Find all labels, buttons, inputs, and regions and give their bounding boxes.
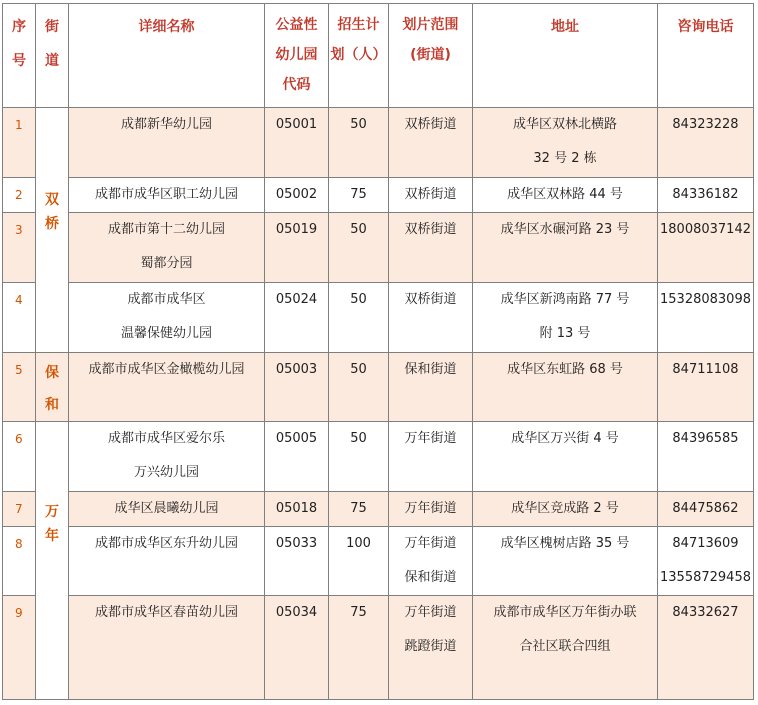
row-phone: 84323228 <box>658 108 754 178</box>
table-row <box>3 213 754 283</box>
row-phone: 84332627 <box>658 596 754 700</box>
row-range: 双桥街道 <box>389 178 473 213</box>
row-plan: 50 <box>329 422 389 492</box>
row-address: 成华区槐树店路 35 号 <box>473 527 658 596</box>
row-phone: 84396585 <box>658 422 754 492</box>
row-name: 成都市成华区 温馨保健幼儿园 <box>69 283 265 353</box>
header-code: 公益性 幼儿园 代码 <box>265 4 329 108</box>
header-name: 详细名称 <box>69 4 265 108</box>
row-name: 成都市第十二幼儿园 蜀都分园 <box>69 213 265 283</box>
row-range: 双桥街道 <box>389 108 473 178</box>
row-name: 成都市成华区春苗幼儿园 <box>69 596 265 700</box>
row-code: 05003 <box>265 353 329 422</box>
row-name: 成都市成华区职工幼儿园 <box>69 178 265 213</box>
row-name: 成都新华幼儿园 <box>69 108 265 178</box>
row-plan: 75 <box>329 596 389 700</box>
row-address: 成华区水碾河路 23 号 <box>473 213 658 283</box>
row-range: 双桥街道 <box>389 283 473 353</box>
row-range: 万年街道 <box>389 492 473 527</box>
row-address: 成华区双林路 44 号 <box>473 178 658 213</box>
row-seq: 1 <box>3 108 36 178</box>
table-row <box>3 178 754 213</box>
street-cell-wannian: 万 年 <box>36 422 69 700</box>
row-plan: 50 <box>329 213 389 283</box>
row-plan: 50 <box>329 108 389 178</box>
table-row <box>3 283 754 353</box>
row-seq: 4 <box>3 283 36 353</box>
row-seq: 5 <box>3 353 36 422</box>
row-code: 05001 <box>265 108 329 178</box>
header-street: 街 道 <box>36 4 69 108</box>
row-seq: 7 <box>3 492 36 527</box>
row-phone: 15328083098 <box>658 283 754 353</box>
row-address: 成华区双林北横路 32 号 2 栋 <box>473 108 658 178</box>
row-code: 05002 <box>265 178 329 213</box>
row-address: 成华区东虹路 68 号 <box>473 353 658 422</box>
table-row <box>3 422 754 492</box>
row-range: 万年街道 <box>389 422 473 492</box>
kindergarten-table <box>2 3 754 700</box>
row-seq: 3 <box>3 213 36 283</box>
table-row <box>3 527 754 596</box>
row-range: 万年街道 保和街道 <box>389 527 473 596</box>
row-code: 05033 <box>265 527 329 596</box>
row-seq: 6 <box>3 422 36 492</box>
row-plan: 75 <box>329 492 389 527</box>
row-plan: 50 <box>329 353 389 422</box>
row-code: 05024 <box>265 283 329 353</box>
table-row <box>3 596 754 700</box>
row-code: 05005 <box>265 422 329 492</box>
row-address: 成华区万兴街 4 号 <box>473 422 658 492</box>
row-seq: 8 <box>3 527 36 596</box>
row-name: 成都市成华区爱尔乐 万兴幼儿园 <box>69 422 265 492</box>
header-phone: 咨询电话 <box>658 4 754 108</box>
header-plan: 招生计 划（人） <box>329 4 389 108</box>
row-range: 双桥街道 <box>389 213 473 283</box>
row-code: 05034 <box>265 596 329 700</box>
row-seq: 2 <box>3 178 36 213</box>
row-code: 05018 <box>265 492 329 527</box>
row-name: 成华区晨曦幼儿园 <box>69 492 265 527</box>
table-row <box>3 108 754 178</box>
row-seq: 9 <box>3 596 36 700</box>
row-code: 05019 <box>265 213 329 283</box>
street-cell-baohe: 保 和 <box>36 353 69 422</box>
header-row <box>3 4 754 108</box>
table-row <box>3 353 754 422</box>
row-phone: 84713609 13558729458 <box>658 527 754 596</box>
row-phone: 18008037142 <box>658 213 754 283</box>
header-range: 划片范围 (街道) <box>389 4 473 108</box>
row-range: 万年街道 跳蹬街道 <box>389 596 473 700</box>
header-seq: 序 号 <box>3 4 36 108</box>
row-phone: 84475862 <box>658 492 754 527</box>
row-plan: 75 <box>329 178 389 213</box>
table-row <box>3 492 754 527</box>
row-name: 成都市成华区金橄榄幼儿园 <box>69 353 265 422</box>
header-address: 地址 <box>473 4 658 108</box>
street-cell-shuangqiao: 双 桥 <box>36 108 69 353</box>
row-plan: 50 <box>329 283 389 353</box>
row-plan: 100 <box>329 527 389 596</box>
row-address: 成华区竞成路 2 号 <box>473 492 658 527</box>
row-address: 成华区新鸿南路 77 号 附 13 号 <box>473 283 658 353</box>
row-address: 成都市成华区万年街办联 合社区联合四组 <box>473 596 658 700</box>
row-phone: 84336182 <box>658 178 754 213</box>
row-range: 保和街道 <box>389 353 473 422</box>
row-phone: 84711108 <box>658 353 754 422</box>
row-name: 成都市成华区东升幼儿园 <box>69 527 265 596</box>
